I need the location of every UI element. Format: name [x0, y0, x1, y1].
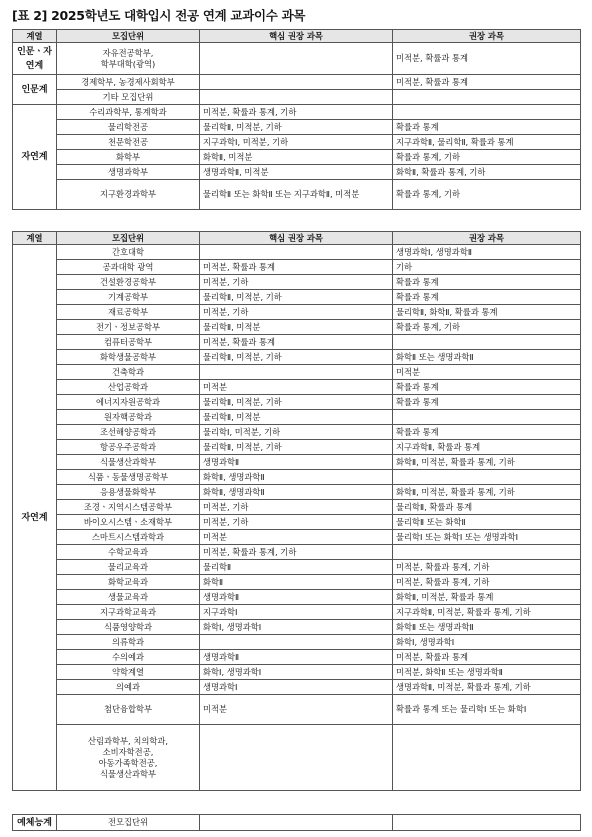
core-cell: 미적분, 확률과 통계	[200, 260, 393, 275]
core-cell	[200, 90, 393, 105]
table-row	[13, 75, 581, 90]
unit-line: 조경ㆍ지역시스템공학부	[83, 501, 173, 512]
rec-cell: 미적분, 확률과 통계, 기하	[393, 560, 581, 575]
unit-cell	[57, 515, 200, 530]
unit-cell	[57, 135, 200, 150]
table-row	[13, 620, 581, 635]
core-cell: 미적분, 확률과 통계, 기하	[200, 105, 393, 120]
core-cell	[200, 635, 393, 650]
unit-cell	[57, 260, 200, 275]
unit-line: 식물생산과학부	[99, 768, 157, 779]
core-cell: 미적분	[200, 530, 393, 545]
unit-cell	[57, 365, 200, 380]
core-cell: 미적분, 확률과 통계	[200, 335, 393, 350]
table-row	[13, 605, 581, 620]
unit-line: 수리과학부, 통계학과	[89, 106, 167, 117]
unit-line: 건설환경공학부	[99, 276, 157, 287]
table-row	[13, 590, 581, 605]
table-row	[13, 425, 581, 440]
unit-line: 간호대학	[111, 246, 145, 257]
unit-cell	[57, 275, 200, 290]
core-cell: 물리학Ⅱ, 미적분, 기하	[200, 120, 393, 135]
core-cell: 물리학Ⅱ 또는 화학Ⅱ 또는 지구과학Ⅱ, 미적분	[200, 180, 393, 210]
core-cell: 물리학Ⅱ	[200, 560, 393, 575]
unit-line: 기타 모집단위	[102, 91, 154, 102]
core-cell	[200, 75, 393, 90]
unit-line: 수학교육과	[107, 546, 149, 557]
unit-line: 산업공학과	[107, 381, 149, 392]
core-cell: 화학Ⅱ, 미적분	[200, 150, 393, 165]
rec-cell: 확률과 통계 또는 물리학Ⅰ 또는 화학Ⅰ	[393, 695, 581, 725]
rec-cell: 미적분, 확률과 통계	[393, 43, 581, 75]
rec-cell	[393, 815, 581, 831]
unit-line: 물리교육과	[107, 561, 149, 572]
rec-cell: 미적분, 확률과 통계	[393, 75, 581, 90]
table-row	[13, 575, 581, 590]
unit-cell	[57, 150, 200, 165]
core-cell: 물리학Ⅱ, 미적분, 기하	[200, 350, 393, 365]
unit-line: 화학생물공학부	[99, 351, 157, 362]
rec-cell: 화학Ⅰ, 생명과학Ⅰ	[393, 635, 581, 650]
unit-cell	[57, 680, 200, 695]
unit-cell	[57, 485, 200, 500]
unit-line: 스마트시스템과학과	[91, 531, 165, 542]
unit-line: 항공우주공학과	[99, 441, 157, 452]
page-title: [표 2] 2025학년도 대학입시 전공 연계 교과이수 과목	[12, 8, 306, 23]
table-row	[13, 485, 581, 500]
header-core: 핵심 권장 과목	[200, 30, 393, 43]
unit-line: 약학계열	[111, 666, 145, 677]
table-row	[13, 380, 581, 395]
table-row	[13, 410, 581, 425]
unit-cell	[57, 75, 200, 90]
unit-cell	[57, 290, 200, 305]
core-cell: 생명과학Ⅰ	[200, 680, 393, 695]
unit-line: 기계공학부	[107, 291, 149, 302]
table-section-1	[12, 29, 581, 210]
unit-line: 첨단융합학부	[103, 704, 153, 714]
table-row	[13, 165, 581, 180]
unit-line: 에너지자원공학과	[95, 396, 161, 407]
unit-cell	[57, 590, 200, 605]
unit-line: 의류학과	[111, 636, 145, 647]
unit-cell	[57, 43, 200, 75]
unit-cell	[57, 665, 200, 680]
unit-cell	[57, 440, 200, 455]
rec-cell: 확률과 통계	[393, 275, 581, 290]
category-cell: 예체능계	[13, 815, 57, 831]
unit-line: 화학교육과	[107, 576, 149, 587]
table-row	[13, 43, 581, 75]
unit-cell	[57, 605, 200, 620]
core-cell: 미적분, 기하	[200, 515, 393, 530]
core-cell	[200, 43, 393, 75]
unit-cell	[57, 350, 200, 365]
table-row	[13, 680, 581, 695]
rec-cell	[393, 410, 581, 425]
unit-line: 생명과학부	[107, 166, 149, 177]
unit-cell	[57, 410, 200, 425]
core-cell: 생명과학Ⅱ	[200, 590, 393, 605]
unit-line: 공과대학 광역	[102, 261, 154, 272]
table-row	[13, 350, 581, 365]
core-cell: 생명과학Ⅱ, 미적분	[200, 165, 393, 180]
unit-line: 지구과학교육과	[99, 606, 157, 617]
rec-cell: 확률과 통계	[393, 395, 581, 410]
unit-line: 의예과	[115, 681, 141, 692]
core-cell: 화학Ⅱ, 생명과학Ⅱ	[200, 470, 393, 485]
unit-cell	[57, 455, 200, 470]
category-cell: 인문계	[13, 75, 57, 105]
unit-cell	[57, 380, 200, 395]
unit-line: 산림과학부, 치의학과,	[87, 735, 169, 746]
unit-cell	[57, 575, 200, 590]
rec-cell	[393, 105, 581, 120]
table-row	[13, 545, 581, 560]
rec-cell: 물리학Ⅱ, 확률과 통계	[393, 500, 581, 515]
table-row	[13, 275, 581, 290]
rec-cell: 생명과학Ⅱ, 미적분, 확률과 통계, 기하	[393, 680, 581, 695]
unit-cell	[57, 620, 200, 635]
table-row	[13, 365, 581, 380]
unit-cell	[57, 635, 200, 650]
rec-cell	[393, 335, 581, 350]
unit-cell	[57, 180, 200, 210]
rec-cell: 확률과 통계	[393, 290, 581, 305]
unit-cell	[57, 245, 200, 260]
table-row	[13, 725, 581, 791]
core-cell	[200, 815, 393, 831]
table-section-2	[12, 231, 581, 791]
unit-line: 조선해양공학과	[99, 426, 157, 437]
header-unit: 모집단위	[57, 30, 200, 43]
unit-line: 수의예과	[111, 651, 145, 662]
unit-cell	[57, 335, 200, 350]
unit-cell	[57, 470, 200, 485]
table-row	[13, 320, 581, 335]
rec-cell: 미적분, 확률과 통계, 기하	[393, 575, 581, 590]
rec-cell: 확률과 통계	[393, 120, 581, 135]
header-unit: 모집단위	[57, 232, 200, 245]
unit-line: 전기ㆍ정보공학부	[95, 321, 161, 332]
header-rec: 권장 과목	[393, 30, 581, 43]
core-cell: 미적분, 기하	[200, 275, 393, 290]
rec-cell: 화학Ⅱ 또는 생명과학Ⅱ	[393, 350, 581, 365]
unit-cell	[57, 90, 200, 105]
unit-line: 재료공학부	[107, 306, 149, 317]
core-cell: 화학Ⅰ, 생명과학Ⅰ	[200, 620, 393, 635]
unit-cell	[57, 545, 200, 560]
core-cell: 물리학Ⅱ, 미적분	[200, 410, 393, 425]
unit-cell	[57, 120, 200, 135]
core-cell: 생명과학Ⅱ	[200, 650, 393, 665]
table-row	[13, 500, 581, 515]
unit-line: 물리학전공	[107, 121, 149, 132]
rec-cell	[393, 470, 581, 485]
unit-cell	[57, 395, 200, 410]
table-row	[13, 150, 581, 165]
unit-line: 컴퓨터공학부	[103, 336, 153, 347]
unit-line: 소비자학전공,	[102, 746, 154, 757]
table-row	[13, 440, 581, 455]
table-row	[13, 245, 581, 260]
core-cell	[200, 365, 393, 380]
core-cell: 물리학Ⅱ, 미적분	[200, 320, 393, 335]
unit-cell	[57, 725, 200, 791]
category-cell: 인문ㆍ자연계	[13, 43, 57, 75]
rec-cell	[393, 90, 581, 105]
rec-cell	[393, 545, 581, 560]
rec-cell: 지구과학Ⅱ, 물리학Ⅱ, 확률과 통계	[393, 135, 581, 150]
table-row	[13, 120, 581, 135]
core-cell: 미적분	[200, 695, 393, 725]
unit-cell	[57, 305, 200, 320]
unit-cell	[57, 530, 200, 545]
table-row	[13, 455, 581, 470]
unit-cell	[57, 695, 200, 725]
table-row	[13, 290, 581, 305]
core-cell: 화학Ⅱ, 생명과학Ⅱ	[200, 485, 393, 500]
rec-cell: 확률과 통계, 기하	[393, 320, 581, 335]
header-cat: 계열	[13, 30, 57, 43]
unit-line: 건축학과	[111, 366, 145, 377]
table-row	[13, 105, 581, 120]
unit-cell	[57, 560, 200, 575]
rec-cell: 생명과학Ⅰ, 생명과학Ⅱ	[393, 245, 581, 260]
core-cell: 지구과학Ⅰ, 미적분, 기하	[200, 135, 393, 150]
header-rec: 권장 과목	[393, 232, 581, 245]
table-row	[13, 305, 581, 320]
core-cell: 화학Ⅰ, 생명과학Ⅰ	[200, 665, 393, 680]
table-row	[13, 560, 581, 575]
rec-cell: 확률과 통계	[393, 425, 581, 440]
table-row	[13, 665, 581, 680]
rec-cell: 물리학Ⅱ 또는 화학Ⅱ	[393, 515, 581, 530]
unit-line: 천문학전공	[107, 136, 149, 147]
core-cell	[200, 245, 393, 260]
unit-line: 아동가족학전공,	[98, 757, 158, 768]
rec-cell: 기하	[393, 260, 581, 275]
table-row	[13, 335, 581, 350]
rec-cell: 미적분	[393, 365, 581, 380]
rec-cell: 화학Ⅱ, 미적분, 확률과 통계, 기하	[393, 455, 581, 470]
table-section-3	[12, 814, 581, 831]
rec-cell	[393, 725, 581, 791]
unit-cell: 전모집단위	[57, 815, 200, 831]
unit-line: 지구환경과학부	[99, 189, 157, 199]
category-cell: 자연계	[13, 245, 57, 791]
category-cell: 자연계	[13, 105, 57, 210]
table-row	[13, 90, 581, 105]
unit-line: 식물생산과학부	[99, 456, 157, 467]
table-row	[13, 515, 581, 530]
table-row	[13, 815, 581, 831]
rec-cell: 확률과 통계, 기하	[393, 180, 581, 210]
table-row	[13, 395, 581, 410]
table-row	[13, 695, 581, 725]
core-cell: 생명과학Ⅱ	[200, 455, 393, 470]
unit-line: 학부대학(광역)	[100, 58, 156, 69]
rec-cell: 물리학Ⅰ 또는 화학Ⅰ 또는 생명과학Ⅰ	[393, 530, 581, 545]
rec-cell: 미적분, 확률과 통계	[393, 650, 581, 665]
core-cell: 화학Ⅱ	[200, 575, 393, 590]
header-cat: 계열	[13, 232, 57, 245]
rec-cell: 지구과학Ⅱ, 확률과 통계	[393, 440, 581, 455]
core-cell: 미적분, 기하	[200, 500, 393, 515]
core-cell: 물리학Ⅱ, 미적분, 기하	[200, 395, 393, 410]
rec-cell: 화학Ⅱ, 미적분, 확률과 통계, 기하	[393, 485, 581, 500]
core-cell: 물리학Ⅱ, 미적분, 기하	[200, 290, 393, 305]
core-cell: 미적분, 확률과 통계, 기하	[200, 545, 393, 560]
unit-cell	[57, 105, 200, 120]
rec-cell: 화학Ⅱ, 확률과 통계, 기하	[393, 165, 581, 180]
unit-line: 식품ㆍ동물생명공학부	[87, 471, 169, 482]
table-row	[13, 260, 581, 275]
rec-cell: 확률과 통계	[393, 380, 581, 395]
unit-line: 생물교육과	[107, 591, 149, 602]
table-row	[13, 180, 581, 210]
unit-line: 원자핵공학과	[103, 411, 153, 422]
unit-line: 자유전공학부,	[102, 47, 154, 58]
core-cell	[200, 725, 393, 791]
unit-line: 바이오시스템ㆍ소재학부	[83, 516, 173, 527]
unit-cell	[57, 165, 200, 180]
rec-cell: 지구과학Ⅱ, 미적분, 확률과 통계, 기하	[393, 605, 581, 620]
core-cell: 미적분	[200, 380, 393, 395]
table-row	[13, 530, 581, 545]
table-row	[13, 635, 581, 650]
unit-line: 경제학부, 농경제사회학부	[81, 76, 175, 87]
unit-cell	[57, 650, 200, 665]
rec-cell: 미적분, 화학Ⅱ 또는 생명과학Ⅱ	[393, 665, 581, 680]
unit-line: 화학부	[115, 151, 141, 162]
table-row	[13, 650, 581, 665]
unit-cell	[57, 500, 200, 515]
rec-cell: 화학Ⅱ, 미적분, 확률과 통계	[393, 590, 581, 605]
unit-cell	[57, 320, 200, 335]
rec-cell: 확률과 통계, 기하	[393, 150, 581, 165]
core-cell: 미적분, 기하	[200, 305, 393, 320]
table-row	[13, 470, 581, 485]
header-core: 핵심 권장 과목	[200, 232, 393, 245]
core-cell: 물리학Ⅰ, 미적분, 기하	[200, 425, 393, 440]
unit-line: 응용생물화학부	[99, 486, 157, 497]
rec-cell: 물리학Ⅱ, 화학Ⅱ, 확률과 통계	[393, 305, 581, 320]
rec-cell: 화학Ⅱ 또는 생명과학Ⅱ	[393, 620, 581, 635]
table-row	[13, 135, 581, 150]
core-cell: 물리학Ⅱ, 미적분, 기하	[200, 440, 393, 455]
unit-line: 식품영양학과	[103, 621, 153, 632]
unit-cell	[57, 425, 200, 440]
core-cell: 지구과학Ⅰ	[200, 605, 393, 620]
